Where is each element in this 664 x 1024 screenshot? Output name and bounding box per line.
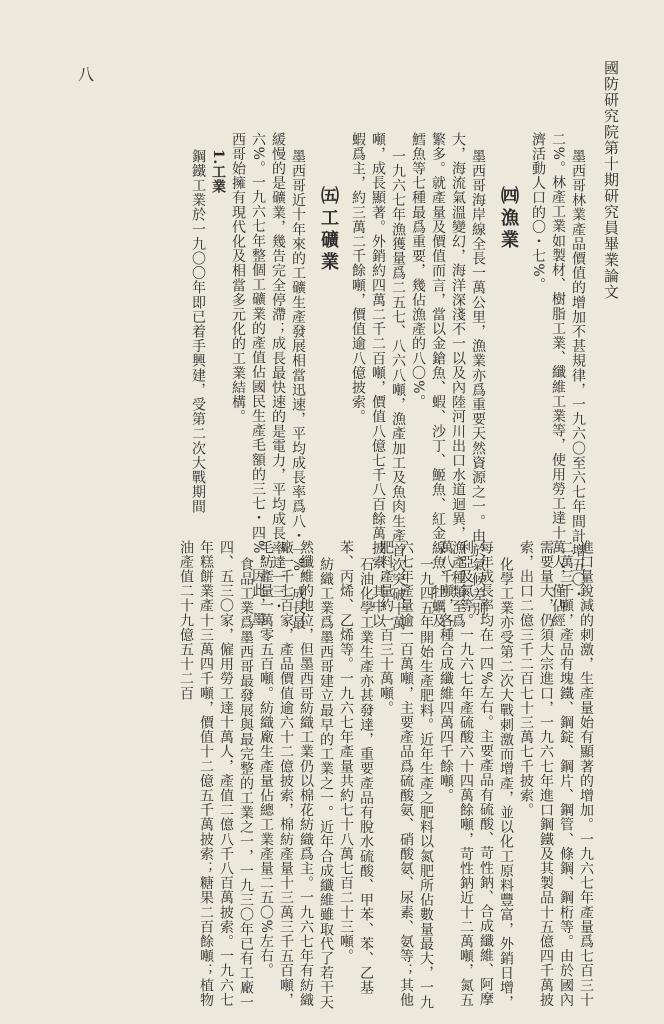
paragraph: 一九四五年開始生產肥料。近年生產之肥料以氮肥所佔數量最大，一九六七年產量逾一百萬噸，主要產品爲硫酸氨、硝酸氨、尿素、氨等；其他肥料產量約一百三十萬噸。 bbox=[378, 540, 434, 1010]
section-heading: ㈣漁業 bbox=[498, 186, 519, 252]
page-number: 八 bbox=[78, 65, 95, 84]
paragraph: 一九六七年漁獲量爲二五七、八六八噸，漁產加工及魚肉生產首次突破十萬噸，成長顯著。外銷約四萬二千二百噸，價值八億七千八百餘萬披索；其中以蝦爲主，約三萬二千餘噸，價值逾八億披索。 bbox=[350, 132, 406, 631]
paragraph: 墨西哥海岸線全長一萬公里，漁業亦爲重要天然資源之一。由於氣候差別大，海流氣溫變幻，海洋深淺不一以及內陸河川出口水道迴異，漁產種類至爲繁多。就產量及價值而言，當以金鎗魚、蝦、沙丁、䱌魚、紅金線魚、牡蠣及鱈魚等七種最爲重要，幾佔漁產的八〇%。 bbox=[410, 132, 486, 629]
section-heading: ㈤工礦業 bbox=[318, 186, 339, 274]
paragraph: 食品工業爲墨西哥最發展與最完整的工業之一，一九三〇年已有工廠一四、五三〇家，僱用勞工達十萬人，產值二億八千八百萬披索。一九六七年糕餅業產十三萬四千噸，價值十二億五千萬披索；糖果二百餘噸；植物油產值二十九億五十二百 bbox=[178, 540, 254, 1010]
paragraph: 紡織工業爲墨西哥建立最早的工業之一。近年合成纖維雖取代了若干天然纖維的地位，但墨西哥紡織工業仍以棉花紡織爲主。一九六七年有紡織廠一千七百家，產品價值逾六十二億披索，棉紡產量十三萬三千五百噸，毛紡產量一萬零五百噸。紡織廠生產量佔總工業產量二五〇%左右。 bbox=[258, 540, 334, 1010]
paragraph: 化學工業亦受第二次大戰刺激而增產，並以化工原料豐富，外銷日增，每年成長率均在一四%左右。主要產品有硫酸、苛性鈉、合成纖維、阿摩利亞及氮等。一九六七年產硫酸六十四萬餘噸，苛性鈉近十二萬噸，氮五萬八千噸，各種合成纖維四萬四千餘噸。 bbox=[438, 540, 514, 1010]
lower-text-block bbox=[176, 540, 596, 1020]
paragraph: 墨西哥近十年來的工礦生產發展相當迅速，平均成長率爲八・一%。成長最緩慢的是礦業，幾告完全停滯；成長最快速的是電力，平均成長率達一三・六%。一九六七年整個工礦業的產值佔國民生產毛額的三七・四%。因此，墨西哥始擁有現代化及相當多元化的工業結構。 bbox=[230, 132, 306, 630]
paragraph: 墨西哥林業產品價值的增加不甚規律，一九六〇至六七年間計增五〇・二%。林產工業如製材、樹脂工業、纖維工業等，使用勞工達十萬人，僅佔經濟活動人口的〇・七%。 bbox=[530, 132, 586, 628]
subsection-heading: 1.工業 bbox=[210, 148, 226, 194]
running-header: 國防研究院第十期研究員畢業論文 bbox=[602, 60, 620, 300]
paragraph: 鋼鐵工業於一九〇〇年即已着手興建，受第二次大戰期間 bbox=[190, 148, 206, 514]
paragraph: 石油化學工業生產亦甚發達，重要產品有脫水硫酸、甲苯、苯、乙基苯、丙烯、乙烯等。一九六七年產量共約七十八萬七百二十三噸。 bbox=[338, 540, 374, 995]
paragraph-continuation: 進口量銳減的刺激，生產量始有顯著的增加。一九六七年產量爲七百三十二萬三千噸，產品有塊鐵、鋼錠、鋼片、鋼管、條鋼、鋼桁等。由於國內需要量大，仍須大宗進口，一九六七年進口鋼鐵及其製品十五億四千萬披索，出口二億三千二百七十三萬七千披索。 bbox=[518, 540, 594, 1008]
